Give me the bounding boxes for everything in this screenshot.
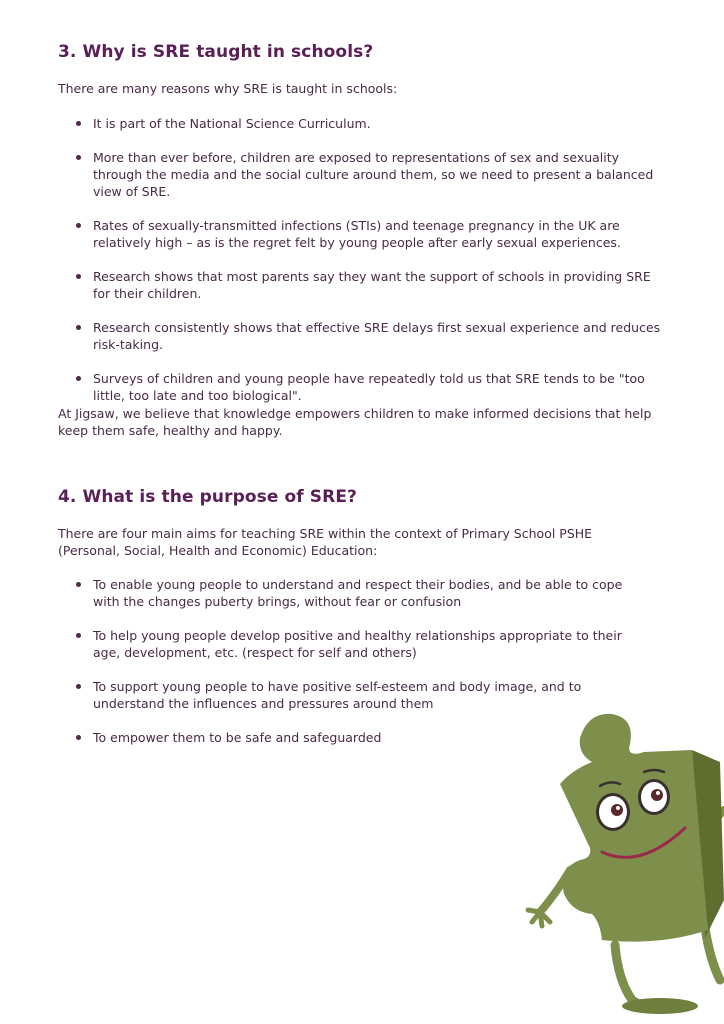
list-item: Research consistently shows that effective SRE delays first sexual experience and reduces risk-taking. (58, 319, 668, 353)
list-item: To empower them to be safe and safeguarded (58, 729, 628, 746)
list-item: Research shows that most parents say they want the support of schools in providing SRE for their children. (58, 268, 668, 302)
bullet-icon (76, 684, 81, 689)
list-item: Rates of sexually-transmitted infections (STIs) and teenage pregnancy in the UK are relatively high – as is the regret felt by young people after early sexual experiences. (58, 217, 668, 251)
bullet-icon (76, 121, 81, 126)
list-item: More than ever before, children are exposed to representations of sex and sexuality through the media and the social culture around them, so we need to present a balanced view of SRE. (58, 149, 668, 200)
list-item: To support young people to have positive self-esteem and body image, and to understand the influences and pressures around them (58, 678, 628, 712)
bullet-icon (76, 633, 81, 638)
list-item: To help young people develop positive and healthy relationships appropriate to their age, development, etc. (respect for self and others) (58, 627, 628, 661)
section-3-intro: There are many reasons why SRE is taught in schools: (58, 81, 398, 96)
bullet-icon (76, 735, 81, 740)
list-item: Surveys of children and young people have repeatedly told us that SRE tends to be "too little, too late and too biological". (58, 370, 668, 404)
list-item: It is part of the National Science Curriculum. (58, 115, 668, 132)
bullet-icon (76, 274, 81, 279)
jigsaw-piece-mascot-icon (520, 700, 724, 1024)
section-4-intro: There are four main aims for teaching SRE within the context of Primary School PSHE (Personal, Social, Health and Economic) Education: (58, 526, 593, 558)
bullet-icon (76, 376, 81, 381)
list-item: To enable young people to understand and respect their bodies, and be able to cope with the changes puberty brings, without fear or confusion (58, 576, 628, 610)
section-3-closing: At Jigsaw, we believe that knowledge empowers children to make informed decisions that help keep them safe, healthy and happy. (58, 406, 652, 438)
section-3-list (58, 115, 668, 421)
bullet-icon (76, 155, 81, 160)
bullet-icon (76, 325, 81, 330)
section-3-heading: 3. Why is SRE taught in schools? (58, 42, 374, 62)
section-4-heading: 4. What is the purpose of SRE? (58, 487, 357, 507)
bullet-icon (76, 582, 81, 587)
bullet-icon (76, 223, 81, 228)
